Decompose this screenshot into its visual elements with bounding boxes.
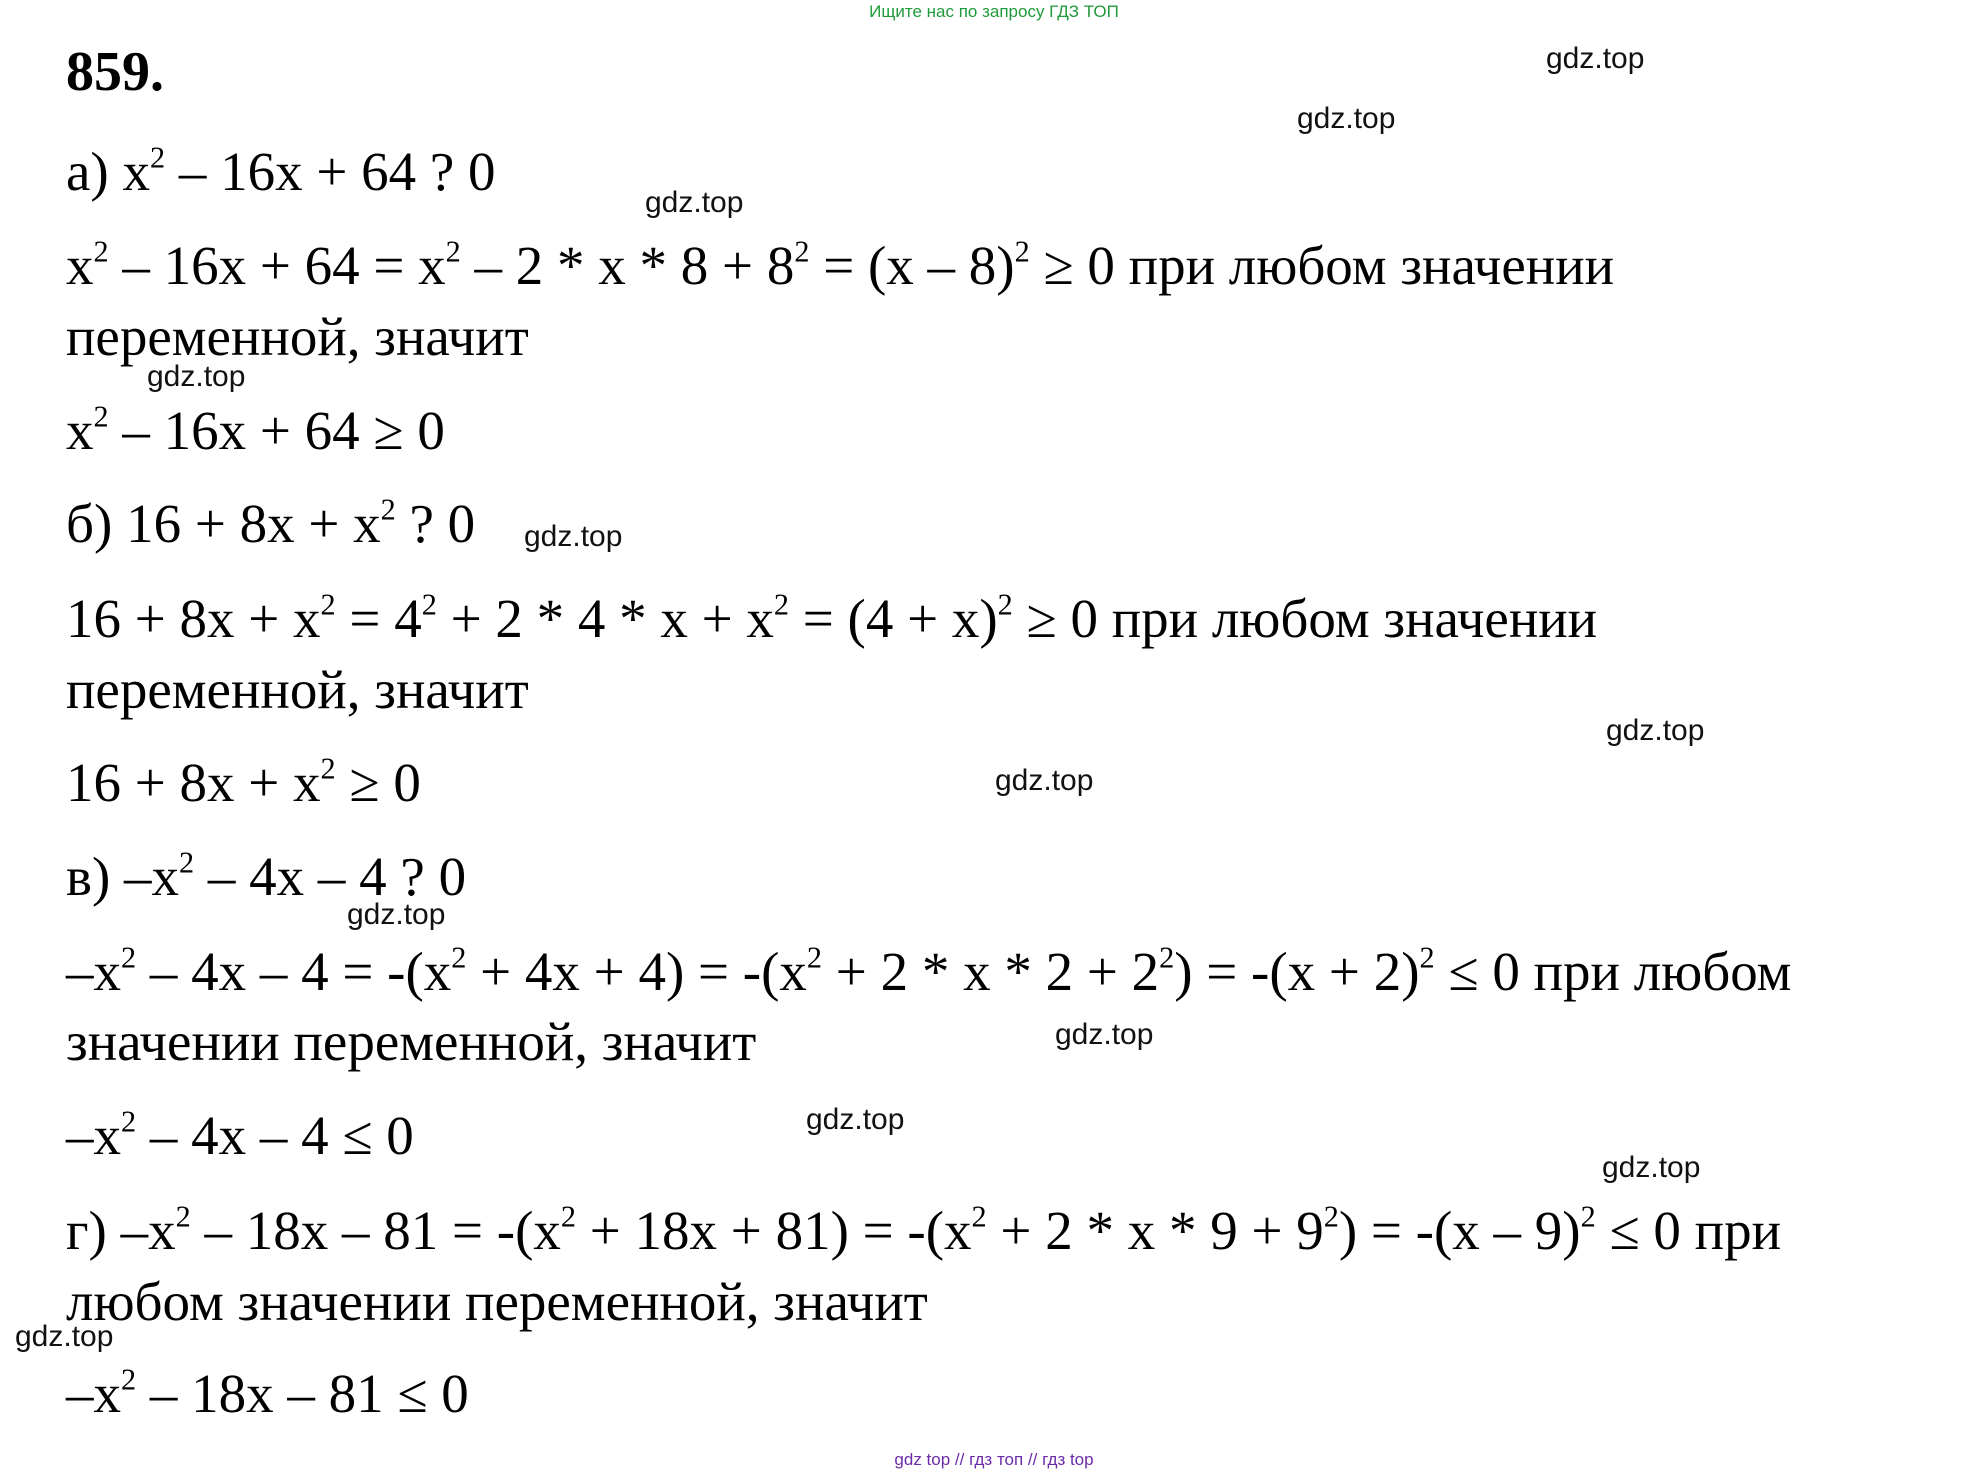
part-b-statement: б) $16 + 8x + x^2$ ? 0: [66, 492, 476, 554]
part-a-statement: а) $x^2 - 16x + 64$ ? 0: [66, 140, 496, 202]
part-d-continuation: любом значении переменной, значит: [66, 1271, 928, 1332]
watermark: gdz.top: [1606, 714, 1705, 747]
part-c-derivation: $-x^2 - 4x - 4 = -(x^2 + 4x + 4) = -(x^2 + 2 * x * 2 + 2^2) = -(x + 2)^2 \le 0$ при любом: [66, 940, 1792, 1002]
watermark: gdz.top: [645, 186, 744, 219]
part-a-continuation: переменной, значит: [66, 306, 529, 367]
part-b-result: $16 + 8x + x^2 \ge 0$: [66, 751, 421, 813]
part-c-label: в): [66, 846, 111, 907]
watermark: gdz.top: [147, 360, 246, 393]
watermark: gdz.top: [15, 1320, 114, 1353]
watermark: gdz.top: [995, 764, 1094, 797]
part-c-statement: в) $-x^2 - 4x - 4$ ? 0: [66, 845, 467, 907]
problem-number: 859.: [66, 41, 164, 103]
part-b-derivation: $16 + 8x + x^2 = 4^2 + 2 * 4 * x + x^2 = (4 + x)^2 \ge 0$ при любом значении: [66, 587, 1598, 649]
watermark: gdz.top: [1602, 1151, 1701, 1184]
watermark: gdz.top: [1055, 1018, 1154, 1051]
watermark: gdz.top: [806, 1103, 905, 1136]
part-c-result: $-x^2 - 4x - 4 \le 0$: [66, 1104, 414, 1166]
watermark: gdz.top: [524, 520, 623, 553]
footer-links: gdz top // гдз топ // гдз top: [894, 1450, 1094, 1469]
part-d-label: г): [66, 1200, 107, 1261]
top-banner: Ищите нас по запросу ГДЗ ТОП: [869, 2, 1119, 21]
part-b-continuation: переменной, значит: [66, 659, 529, 720]
part-a-derivation: $x^2 - 16x + 64 = x^2 - 2 * x * 8 + 8^2 = (x - 8)^2 \ge 0$ при любом значении: [66, 234, 1615, 296]
part-d-result: $-x^2 - 18x - 81 \le 0$: [66, 1362, 469, 1424]
part-b-label: б): [66, 493, 113, 554]
part-a-result: $x^2 - 16x + 64 \ge 0$: [66, 399, 445, 461]
part-a-label: а): [66, 141, 109, 202]
watermark: gdz.top: [1297, 102, 1396, 135]
part-d-derivation: г) $-x^2 - 18x - 81 = -(x^2 + 18x + 81) = -(x^2 + 2 * x * 9 + 9^2) = -(x - 9)^2 \le 0$ при: [66, 1199, 1782, 1261]
watermark: gdz.top: [347, 898, 446, 931]
watermark: gdz.top: [1546, 42, 1645, 75]
part-c-continuation: значении переменной, значит: [66, 1011, 757, 1072]
